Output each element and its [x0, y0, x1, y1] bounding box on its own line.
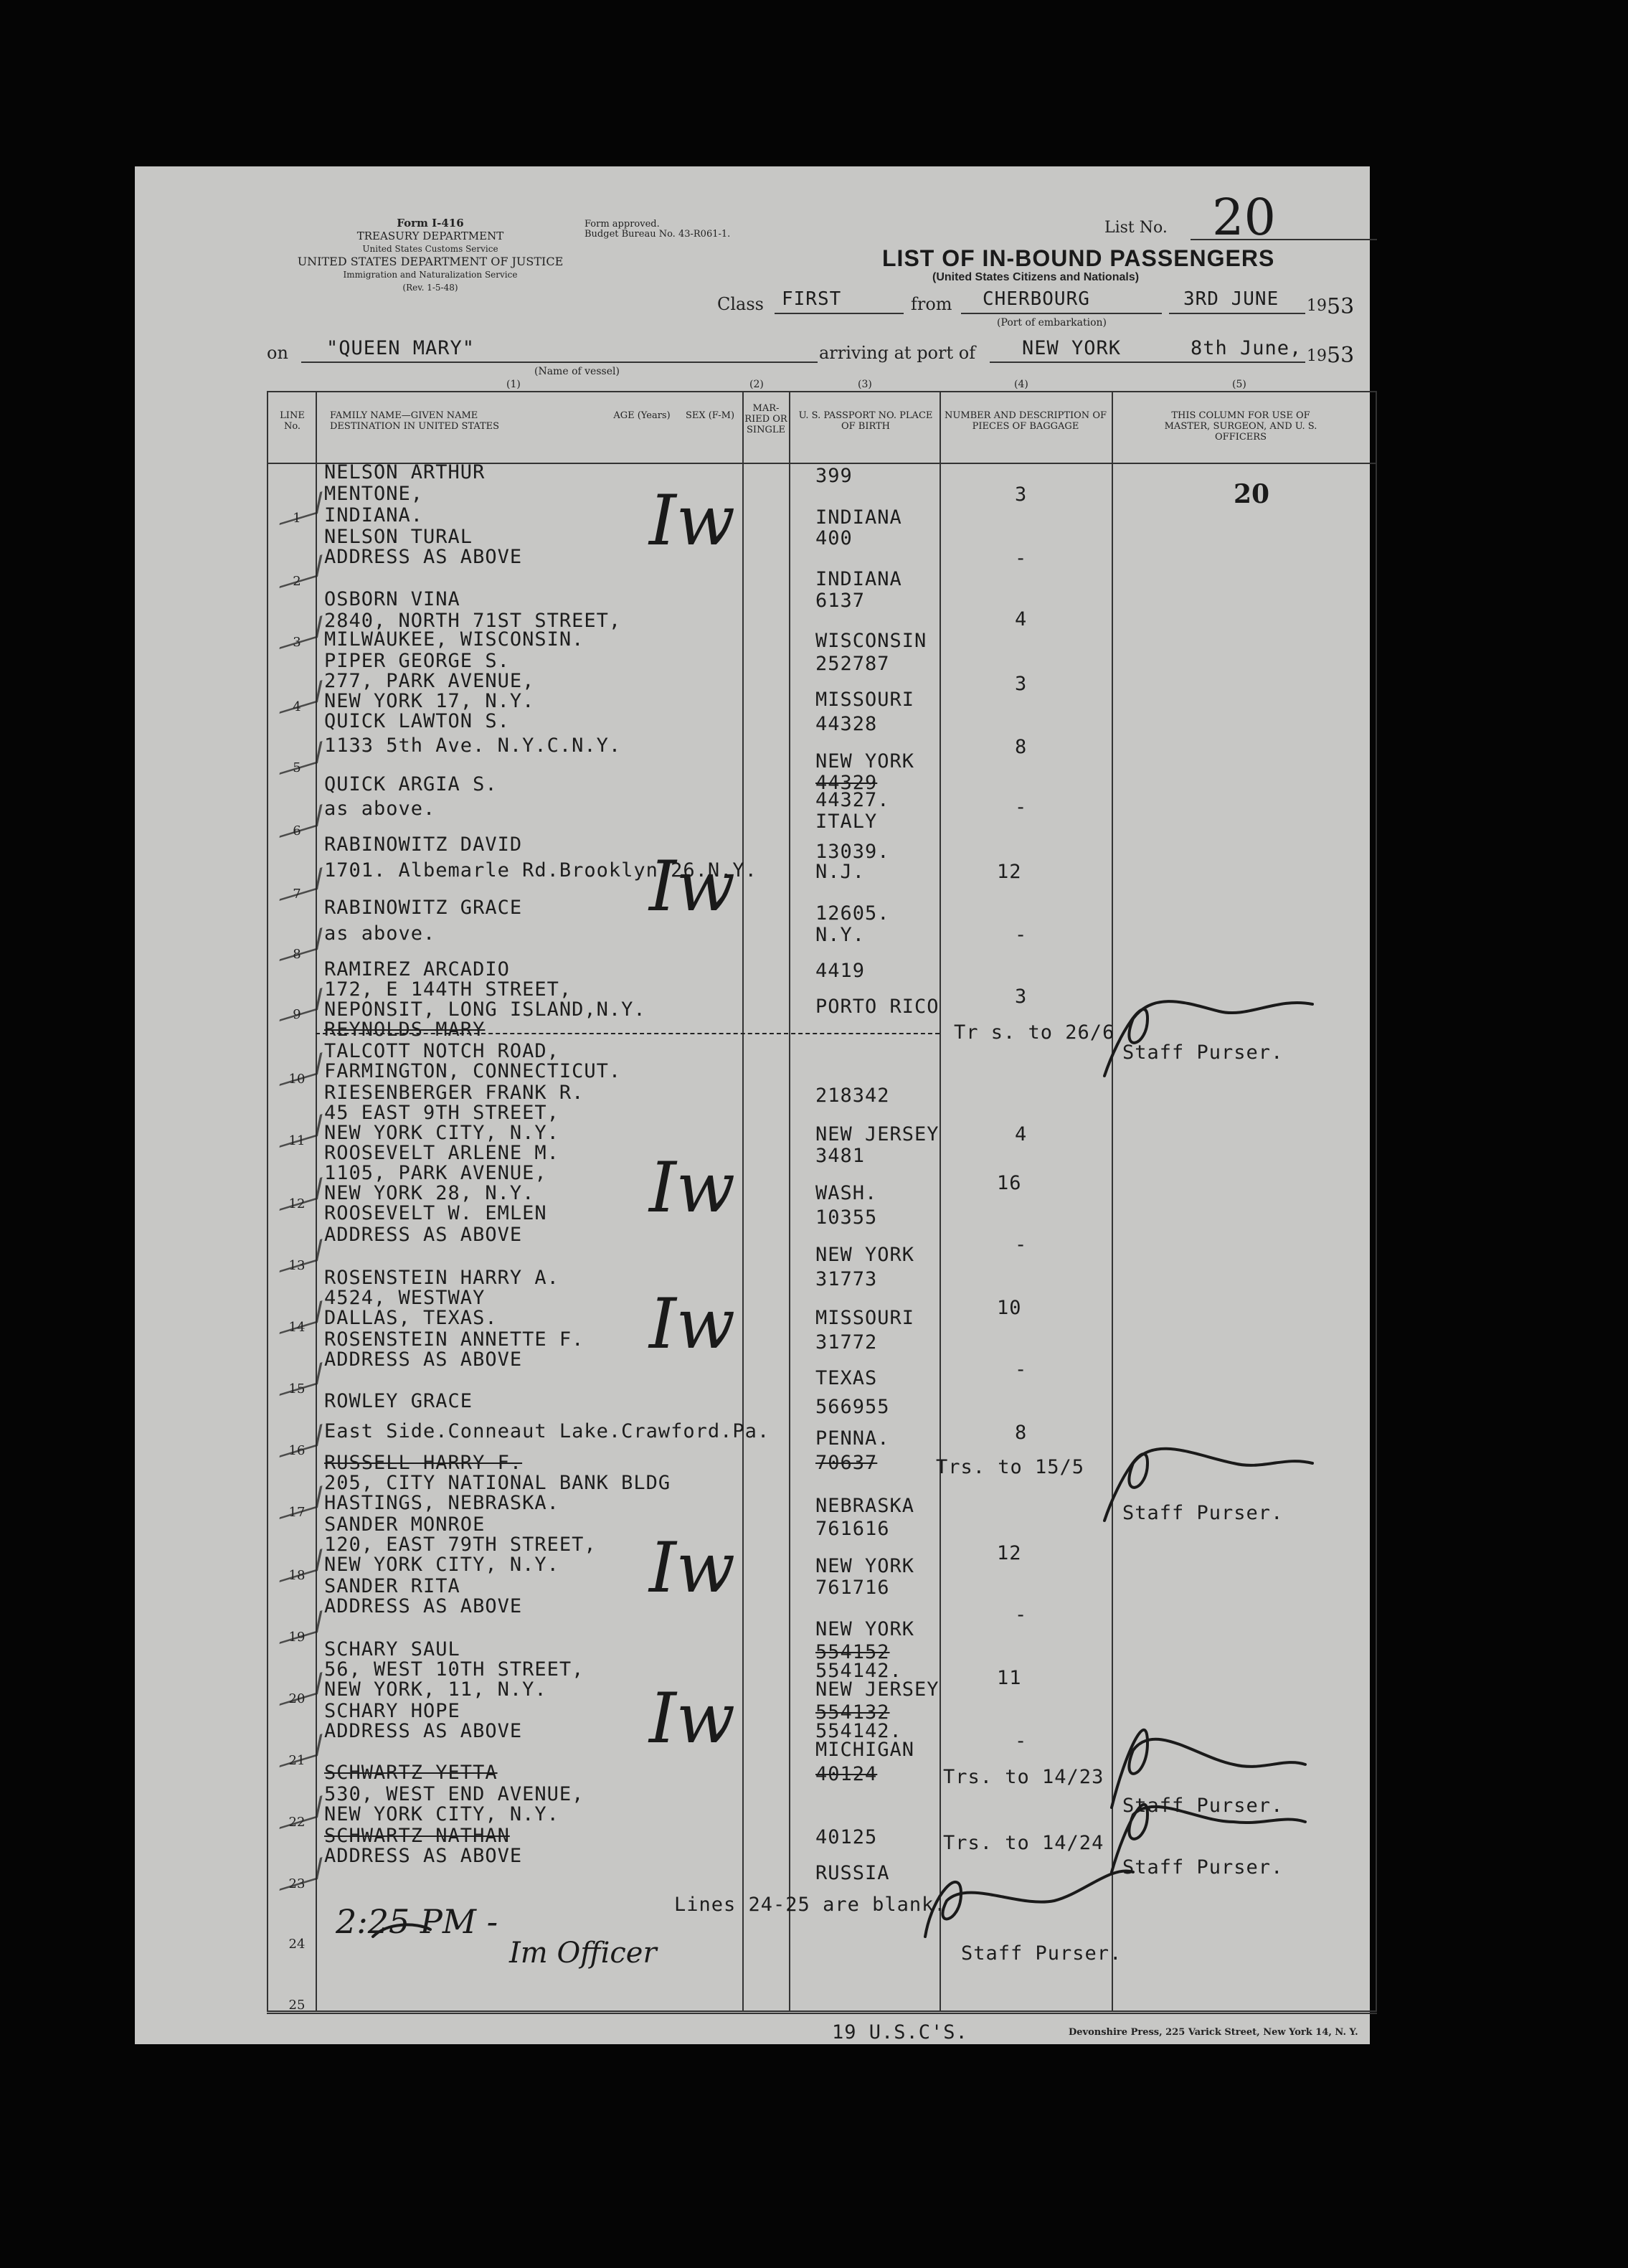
- place-of-birth: PENNA.: [815, 1427, 890, 1450]
- name-line: NELSON ARTHUR: [324, 461, 486, 483]
- passport-no: 44327.: [815, 789, 890, 811]
- line-number: 15: [288, 1381, 306, 1397]
- passport-no: 44328: [815, 713, 878, 735]
- baggage-count: 4: [1015, 608, 1028, 630]
- signature: [1104, 1001, 1312, 1076]
- name-line: RIESENBERGER FRANK R.: [324, 1082, 585, 1104]
- passport-no-struck: 554132: [815, 1701, 890, 1724]
- address-line: NEW YORK CITY, N.Y.: [324, 1122, 559, 1144]
- name-line-struck: RUSSELL HARRY F.: [324, 1452, 523, 1474]
- name-line: SANDER MONROE: [324, 1513, 486, 1536]
- line-number: 24: [288, 1937, 306, 1952]
- address-line: 120, EAST 79TH STREET,: [324, 1534, 597, 1556]
- address-line: 1133 5th Ave. N.Y.C.N.Y.: [324, 734, 622, 757]
- page-title: LIST OF IN-BOUND PASSENGERS: [882, 245, 1275, 271]
- line-number: 10: [288, 1072, 306, 1087]
- handwritten-time: 2:25 PM -: [336, 1902, 498, 1941]
- passport-no: 252787: [815, 653, 890, 675]
- baggage-count: 3: [1015, 673, 1028, 695]
- place-of-birth: WISCONSIN: [815, 630, 927, 652]
- name-line: QUICK LAWTON S.: [324, 710, 510, 732]
- baggage-count: -: [1015, 1604, 1028, 1626]
- line-number: 19: [288, 1630, 306, 1645]
- transfer-note: Tr s. to 26/6: [954, 1021, 1115, 1044]
- address-line: ADDRESS AS ABOVE: [324, 1348, 523, 1371]
- place-of-birth: TEXAS: [815, 1367, 878, 1389]
- passport-no: 31773: [815, 1268, 878, 1290]
- address-line: ADDRESS AS ABOVE: [324, 1720, 523, 1742]
- address-line: FARMINGTON, CONNECTICUT.: [324, 1060, 622, 1082]
- name-line: NELSON TURAL: [324, 526, 473, 548]
- purser-label: Staff Purser.: [1122, 1502, 1284, 1524]
- col-number-5: (5): [1232, 379, 1246, 390]
- age-sex-mark: Iw: [649, 1148, 736, 1228]
- name-line: RABINOWITZ GRACE: [324, 897, 523, 919]
- form-number: Form I-416: [397, 217, 464, 230]
- form-revision: (Rev. 1-5-48): [402, 283, 458, 293]
- header-age: AGE (Years): [613, 410, 671, 421]
- line-number: 25: [288, 1998, 306, 2013]
- header-name: FAMILY NAME—GIVEN NAME DESTINATION IN UNITED STATES: [330, 410, 500, 432]
- header-married: MAR-RIED OR SINGLE: [744, 403, 787, 435]
- place-of-birth: MICHIGAN: [815, 1739, 915, 1761]
- address-line: MENTONE,: [324, 483, 424, 505]
- baggage-count: -: [1015, 1730, 1028, 1752]
- place-of-birth: MISSOURI: [815, 1307, 915, 1329]
- passport-no: 10355: [815, 1206, 878, 1229]
- passport-no: 566955: [815, 1396, 890, 1418]
- arrival-year-value: 53: [1327, 343, 1355, 368]
- from-label: from: [911, 294, 952, 314]
- baggage-count: -: [1015, 1234, 1028, 1256]
- place-of-birth: NEW JERSEY: [815, 1123, 940, 1145]
- age-sex-mark: Iw: [649, 1528, 736, 1608]
- justice-dept: UNITED STATES DEPARTMENT OF JUSTICE: [297, 255, 564, 268]
- arrival-date: 8th June,: [1191, 337, 1302, 359]
- passport-no-struck: 44329: [815, 772, 878, 794]
- address-line: ADDRESS AS ABOVE: [324, 1224, 523, 1246]
- baggage-count: -: [1015, 547, 1028, 570]
- transfer-note: Trs. to 14/23: [943, 1766, 1104, 1788]
- signature: [1104, 1449, 1312, 1521]
- address-line: 45 EAST 9TH STREET,: [324, 1102, 559, 1124]
- baggage-count: 3: [1015, 986, 1028, 1008]
- list-no-value: 20: [1212, 188, 1277, 247]
- arriving-label: arriving at port of: [819, 343, 976, 363]
- place-of-birth: NEBRASKA: [815, 1495, 915, 1517]
- place-of-birth: NEW JERSEY: [815, 1678, 940, 1701]
- year-value: 53: [1327, 294, 1355, 319]
- name-line: ROSENSTEIN ANNETTE F.: [324, 1328, 585, 1351]
- address-line: MILWAUKEE, WISCONSIN.: [324, 628, 585, 651]
- line-number: 11: [288, 1133, 306, 1148]
- name-line: QUICK ARGIA S.: [324, 773, 498, 795]
- vessel-name: "QUEEN MARY": [326, 337, 475, 359]
- address-line: as above.: [324, 798, 436, 820]
- passport-no-struck: 40124: [815, 1763, 878, 1785]
- header-baggage: NUMBER AND DESCRIPTION OF PIECES OF BAGGAGE: [944, 410, 1107, 432]
- address-line: NEW YORK 17, N.Y.: [324, 690, 535, 712]
- passport-no-struck: 70637: [815, 1452, 878, 1474]
- line-number: 8: [293, 947, 301, 962]
- address-line: 277, PARK AVENUE,: [324, 670, 535, 692]
- line-number: 13: [288, 1258, 306, 1273]
- passport-no: 31772: [815, 1331, 878, 1353]
- baggage-count: 12: [997, 1542, 1022, 1564]
- passport-no: 40125: [815, 1826, 878, 1848]
- departure-date: 3RD JUNE: [1183, 288, 1279, 310]
- address-line: ADDRESS AS ABOVE: [324, 1595, 523, 1617]
- name-line: RABINOWITZ DAVID: [324, 833, 523, 856]
- passport-no: 13039.: [815, 841, 890, 863]
- total-count: 19 U.S.C'S.: [832, 2021, 968, 2043]
- name-line: ROSENSTEIN HARRY A.: [324, 1267, 559, 1289]
- name-line: SCHARY HOPE: [324, 1700, 460, 1722]
- treasury-dept: TREASURY DEPARTMENT: [356, 230, 504, 242]
- baggage-count: 11: [997, 1667, 1022, 1689]
- place-of-birth: MISSOURI: [815, 689, 915, 711]
- address-line: ADDRESS AS ABOVE: [324, 1845, 523, 1867]
- handwritten-inspector: Im Officer: [509, 1937, 657, 1970]
- baggage-count: -: [1015, 796, 1028, 818]
- address-line: East Side.Conneaut Lake.Crawford.Pa.: [324, 1420, 770, 1442]
- address-line: 4524, WESTWAY: [324, 1287, 486, 1309]
- line-number: 7: [293, 887, 301, 902]
- baggage-count: -: [1015, 924, 1028, 946]
- col-number-3: (3): [858, 379, 872, 390]
- name-line: SANDER RITA: [324, 1575, 460, 1597]
- address-line: as above.: [324, 922, 436, 945]
- passport-no: 6137: [815, 590, 866, 612]
- address-line: 530, WEST END AVENUE,: [324, 1783, 585, 1805]
- place-of-birth: NEW YORK: [815, 1244, 915, 1266]
- signature: [373, 1924, 430, 1937]
- place-of-birth: NEW YORK: [815, 1618, 915, 1640]
- year-prefix: 19: [1307, 297, 1327, 315]
- line-number: 2: [293, 574, 301, 589]
- passport-no: 399: [815, 465, 853, 487]
- signature: [1112, 1805, 1305, 1872]
- place-of-birth: NEW YORK: [815, 1555, 915, 1577]
- header-passport: U. S. PASSPORT NO. PLACE OF BIRTH: [798, 410, 933, 432]
- place-of-birth: N.Y.: [815, 924, 866, 946]
- budget-number: Budget Bureau No. 43-R061-1.: [585, 229, 731, 240]
- place-of-birth: PORTO RICO: [815, 996, 940, 1018]
- address-line: NEW YORK CITY, N.Y.: [324, 1554, 559, 1576]
- name-line: RAMIREZ ARCADIO: [324, 958, 510, 981]
- class-value: FIRST: [782, 288, 842, 310]
- passport-no: 3481: [815, 1145, 866, 1167]
- address-line: DALLAS, TEXAS.: [324, 1307, 498, 1329]
- signature: [925, 1871, 1133, 1937]
- age-sex-mark: Iw: [649, 1678, 736, 1759]
- baggage-count: 4: [1015, 1123, 1028, 1145]
- page-subtitle: (United States Citizens and Nationals): [932, 271, 1140, 283]
- age-sex-mark: Iw: [649, 481, 736, 561]
- line-number: 23: [288, 1876, 306, 1891]
- line-number: 9: [293, 1007, 301, 1022]
- address-line: 2840, NORTH 71ST STREET,: [324, 610, 622, 632]
- address-line: NEW YORK CITY, N.Y.: [324, 1803, 559, 1825]
- col-number-1: (1): [506, 379, 521, 390]
- name-line-struck: SCHWARTZ YETTA: [324, 1762, 498, 1784]
- transfer-note: Trs. to 14/24: [943, 1832, 1104, 1854]
- name-line: SCHARY SAUL: [324, 1638, 460, 1660]
- arrival-port: NEW YORK: [1022, 337, 1122, 359]
- place-of-birth: INDIANA: [815, 568, 902, 590]
- line-number: 16: [288, 1443, 306, 1458]
- age-sex-mark: Iw: [649, 846, 736, 927]
- passport-no: 400: [815, 527, 853, 549]
- address-line: ADDRESS AS ABOVE: [324, 546, 523, 568]
- baggage-count: 12: [997, 861, 1022, 883]
- on-label: on: [267, 343, 288, 363]
- baggage-count: 3: [1015, 483, 1028, 506]
- baggage-count: 8: [1015, 1422, 1028, 1444]
- line-number: 1: [293, 511, 301, 526]
- line-number: 20: [288, 1691, 306, 1706]
- place-of-birth: NEW YORK: [815, 750, 915, 772]
- line-number: 4: [293, 699, 301, 714]
- passport-no-struck: 554152: [815, 1641, 890, 1663]
- vessel-note: (Name of vessel): [534, 366, 620, 377]
- name-line: ROOSEVELT ARLENE M.: [324, 1142, 559, 1164]
- customs-service: United States Customs Service: [362, 244, 498, 254]
- baggage-count: -: [1015, 1359, 1028, 1381]
- address-line: NEW YORK, 11, N.Y.: [324, 1678, 547, 1701]
- passport-no: 12605.: [815, 902, 890, 925]
- name-line-struck: SCHWARTZ NATHAN: [324, 1825, 510, 1847]
- line-number: 21: [288, 1753, 306, 1768]
- place-of-birth: N.J.: [815, 861, 866, 883]
- address-line: NEPONSIT, LONG ISLAND,N.Y.: [324, 998, 646, 1021]
- purser-label: Staff Purser.: [1122, 1856, 1284, 1879]
- blank-lines-note: Lines 24-25 are blank.: [674, 1894, 947, 1916]
- baggage-count: 16: [997, 1172, 1022, 1194]
- from-value: CHERBOURG: [983, 288, 1090, 310]
- col-number-2: (2): [749, 379, 764, 390]
- transfer-note: Trs. to 15/5: [936, 1456, 1085, 1478]
- age-sex-mark: Iw: [649, 1284, 736, 1364]
- name-line: OSBORN VINA: [324, 588, 460, 610]
- address-line: 172, E 144TH STREET,: [324, 978, 572, 1001]
- name-line: ROWLEY GRACE: [324, 1390, 473, 1412]
- class-label: Class: [717, 294, 764, 314]
- address-line: 56, WEST 10TH STREET,: [324, 1658, 585, 1681]
- purser-label: Staff Purser.: [961, 1942, 1122, 1965]
- list-no-label: List No.: [1104, 219, 1168, 237]
- line-number: 18: [288, 1568, 306, 1583]
- passport-no: 761716: [815, 1577, 890, 1599]
- place-of-birth: INDIANA: [815, 506, 902, 529]
- purser-label: Staff Purser.: [1122, 1795, 1284, 1817]
- header-line-no: LINE No.: [280, 410, 305, 432]
- line-number: 5: [293, 760, 301, 775]
- address-line: TALCOTT NOTCH ROAD,: [324, 1040, 559, 1062]
- line-number: 17: [288, 1505, 306, 1520]
- passport-no: 4419: [815, 960, 866, 982]
- name-line-struck: REYNOLDS MARY: [324, 1019, 486, 1041]
- embark-note: (Port of embarkation): [997, 317, 1107, 329]
- place-of-birth: RUSSIA: [815, 1862, 890, 1884]
- purser-label: Staff Purser.: [1122, 1041, 1284, 1064]
- col-number-4: (4): [1014, 379, 1028, 390]
- ins-service: Immigration and Naturalization Service: [343, 270, 518, 280]
- address-line: INDIANA.: [324, 504, 424, 526]
- arrival-year-prefix: 19: [1307, 347, 1327, 365]
- baggage-count: 10: [997, 1297, 1022, 1319]
- place-of-birth: WASH.: [815, 1182, 878, 1204]
- address-line: 1105, PARK AVENUE,: [324, 1162, 547, 1184]
- name-line: ROOSEVELT W. EMLEN: [324, 1202, 547, 1224]
- line-number: 12: [288, 1196, 306, 1211]
- footer-rule: [267, 2013, 1377, 2014]
- address-line: NEW YORK 28, N.Y.: [324, 1182, 535, 1204]
- line-number: 6: [293, 823, 301, 838]
- approval-text: Form approved.: [585, 219, 660, 230]
- header-sex: SEX (F-M): [685, 410, 735, 421]
- passport-no: 218342: [815, 1085, 890, 1107]
- signature: [1112, 1730, 1305, 1808]
- line-number: 14: [288, 1320, 306, 1335]
- name-line: PIPER GEORGE S.: [324, 650, 510, 672]
- line-number: 3: [293, 635, 301, 650]
- printer-credit: Devonshire Press, 225 Varick Street, New York 14, N. Y.: [1069, 2027, 1358, 2038]
- address-line: 205, CITY NATIONAL BANK BLDG: [324, 1472, 671, 1494]
- passport-no: 554142.: [815, 1720, 902, 1742]
- passport-no: 554142.: [815, 1660, 902, 1682]
- line-number: 22: [288, 1815, 306, 1830]
- place-of-birth: ITALY: [815, 811, 878, 833]
- passport-no: 761616: [815, 1518, 890, 1540]
- address-line: HASTINGS, NEBRASKA.: [324, 1492, 559, 1514]
- address-line: 1701. Albemarle Rd.Brooklyn.26.N.Y.: [324, 859, 757, 882]
- header-officers: THIS COLUMN FOR USE OF MASTER, SURGEON, AND U. S. OFFICERS: [1164, 410, 1317, 443]
- officer-note: 20: [1234, 479, 1270, 509]
- baggage-count: 8: [1015, 736, 1028, 758]
